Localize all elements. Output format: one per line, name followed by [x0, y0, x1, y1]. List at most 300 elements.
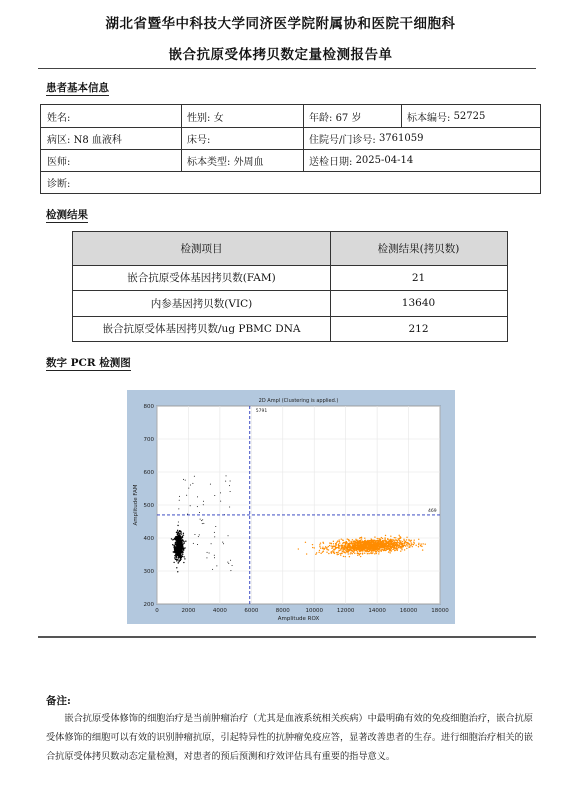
vic-positive-droplet — [346, 548, 347, 549]
vic-positive-droplet — [360, 543, 361, 544]
vic-positive-droplet — [343, 548, 344, 549]
vic-positive-droplet — [389, 539, 390, 540]
vic-positive-droplet — [350, 553, 351, 554]
vic-positive-droplet — [368, 553, 369, 554]
vic-positive-droplet — [394, 545, 395, 546]
negative-droplet — [197, 496, 198, 497]
negative-droplet — [177, 525, 178, 526]
vic-positive-droplet — [350, 552, 351, 553]
vic-positive-droplet — [351, 550, 352, 551]
vic-positive-droplet — [349, 546, 350, 547]
negative-droplet — [230, 481, 231, 482]
y-tick-label: 800 — [143, 404, 154, 410]
negative-droplet — [174, 557, 175, 558]
negative-droplet — [178, 539, 179, 540]
doctor-cell: 医师: — [47, 156, 71, 168]
vic-positive-droplet — [396, 547, 397, 548]
vic-positive-droplet — [381, 537, 382, 538]
negative-droplet — [174, 550, 175, 551]
vic-positive-droplet — [314, 547, 315, 548]
vic-positive-droplet — [326, 548, 327, 549]
vic-positive-droplet — [357, 543, 358, 544]
vic-positive-droplet — [342, 539, 343, 540]
x-tick-label: 10000 — [305, 608, 323, 614]
vic-positive-droplet — [320, 542, 321, 543]
vic-positive-droplet — [420, 543, 421, 544]
vic-positive-droplet — [331, 545, 332, 546]
result-item: 内参基因拷贝数(VIC) — [150, 297, 253, 310]
negative-droplet — [178, 555, 179, 556]
vic-positive-droplet — [367, 547, 368, 548]
vic-positive-droplet — [373, 550, 374, 551]
vic-positive-droplet — [406, 548, 407, 549]
vic-positive-droplet — [366, 550, 367, 551]
negative-droplet — [176, 553, 177, 554]
results-header-value: 检测结果(拷贝数) — [377, 243, 460, 255]
vic-positive-droplet — [386, 542, 387, 543]
vic-positive-droplet — [335, 543, 336, 544]
vic-positive-droplet — [360, 556, 361, 557]
negative-droplet — [174, 545, 175, 546]
vic-positive-droplet — [338, 544, 339, 545]
negative-droplet — [201, 520, 202, 521]
vic-positive-droplet — [378, 540, 379, 541]
result-value: 21 — [411, 271, 426, 284]
vic-positive-droplet — [389, 549, 390, 550]
vic-positive-droplet — [352, 539, 353, 540]
gender-cell: 性别: 女 — [187, 112, 224, 124]
negative-droplet — [190, 505, 191, 506]
negative-droplet — [211, 543, 212, 544]
vic-positive-droplet — [298, 548, 299, 549]
vic-positive-droplet — [394, 537, 395, 538]
vic-positive-droplet — [368, 548, 369, 549]
negative-droplet — [220, 501, 221, 502]
negative-droplet — [220, 492, 221, 493]
vic-positive-droplet — [420, 545, 421, 546]
vic-positive-droplet — [389, 552, 390, 553]
chart-title: 2D Ampl (Clustering is applied.) — [258, 398, 339, 404]
y-tick-label: 600 — [143, 470, 154, 476]
vic-positive-droplet — [381, 545, 382, 546]
vic-positive-droplet — [357, 541, 358, 542]
vic-positive-droplet — [422, 549, 423, 550]
vic-positive-droplet — [340, 548, 341, 549]
vic-positive-droplet — [396, 544, 397, 545]
y-threshold-label: 469 — [428, 508, 437, 514]
result-item: 嵌合抗原受体基因拷贝数(FAM) — [127, 272, 276, 284]
vic-positive-droplet — [407, 545, 408, 546]
negative-droplet — [185, 480, 186, 481]
pcr-scatter-chart — [127, 390, 455, 624]
vic-positive-droplet — [390, 550, 391, 551]
vic-positive-droplet — [399, 536, 400, 537]
x-tick-label: 6000 — [244, 608, 259, 614]
negative-droplet — [228, 535, 229, 536]
vic-positive-droplet — [353, 547, 354, 548]
negative-droplet — [175, 536, 176, 537]
vic-positive-droplet — [322, 547, 323, 548]
hospital-title: 湖北省暨华中科技大学同济医学院附属协和医院干细胞科 — [105, 16, 456, 32]
vic-positive-droplet — [375, 548, 376, 549]
vic-positive-droplet — [388, 541, 389, 542]
vic-positive-droplet — [319, 546, 320, 547]
vic-positive-droplet — [334, 553, 335, 554]
vic-positive-droplet — [403, 539, 404, 540]
vic-positive-droplet — [355, 548, 356, 549]
x-axis-label: Amplitude ROX — [277, 616, 320, 622]
negative-droplet — [176, 560, 177, 561]
vic-positive-droplet — [343, 556, 344, 557]
negative-droplet — [171, 538, 172, 539]
vic-positive-droplet — [406, 544, 407, 545]
negative-droplet — [183, 550, 184, 551]
vic-positive-droplet — [318, 552, 319, 553]
vic-positive-droplet — [413, 542, 414, 543]
vic-positive-droplet — [328, 546, 329, 547]
negative-droplet — [175, 556, 176, 557]
vic-positive-droplet — [333, 543, 334, 544]
negative-droplet — [200, 519, 201, 520]
vic-positive-droplet — [374, 553, 375, 554]
vic-positive-droplet — [388, 548, 389, 549]
negative-droplet — [175, 539, 176, 540]
vic-positive-droplet — [360, 540, 361, 541]
vic-positive-droplet — [356, 549, 357, 550]
negative-droplet — [199, 512, 200, 513]
vic-positive-droplet — [370, 540, 371, 541]
header-divider — [38, 68, 536, 69]
vic-positive-droplet — [376, 553, 377, 554]
negative-droplet — [215, 526, 216, 527]
vic-positive-droplet — [323, 542, 324, 543]
vic-positive-droplet — [345, 556, 346, 557]
vic-positive-droplet — [331, 548, 332, 549]
vic-positive-droplet — [399, 546, 400, 547]
vic-positive-droplet — [411, 544, 412, 545]
vic-positive-droplet — [399, 540, 400, 541]
negative-droplet — [202, 519, 203, 520]
vic-positive-droplet — [394, 548, 395, 549]
vic-positive-droplet — [344, 542, 345, 543]
y-axis-label: Amplitude FAM — [133, 484, 139, 526]
vic-positive-droplet — [381, 541, 382, 542]
vic-positive-droplet — [319, 544, 320, 545]
negative-droplet — [179, 544, 180, 545]
vic-positive-droplet — [418, 543, 419, 544]
vic-positive-droplet — [364, 547, 365, 548]
negative-droplet — [175, 542, 176, 543]
vic-positive-droplet — [358, 541, 359, 542]
negative-droplet — [230, 491, 231, 492]
vic-positive-droplet — [372, 548, 373, 549]
negative-droplet — [182, 554, 183, 555]
negative-droplet — [183, 562, 184, 563]
vic-positive-droplet — [378, 553, 379, 554]
vic-positive-droplet — [395, 539, 396, 540]
negative-droplet — [185, 540, 186, 541]
negative-droplet — [223, 543, 224, 544]
negative-droplet — [186, 495, 187, 496]
result-value: 13640 — [401, 297, 436, 309]
negative-droplet — [179, 553, 180, 554]
negative-droplet — [178, 561, 179, 562]
vic-positive-droplet — [377, 545, 378, 546]
vic-positive-droplet — [379, 546, 380, 547]
vic-positive-droplet — [357, 555, 358, 556]
negative-droplet — [192, 483, 193, 484]
patient-section-title: 患者基本信息 — [46, 82, 109, 94]
vic-positive-droplet — [398, 539, 399, 540]
negative-droplet — [176, 531, 177, 532]
vic-positive-droplet — [374, 545, 375, 546]
vic-positive-droplet — [367, 553, 368, 554]
negative-droplet — [181, 537, 182, 538]
vic-positive-droplet — [338, 551, 339, 552]
vic-positive-droplet — [364, 538, 365, 539]
bed-cell: 床号: — [187, 134, 211, 146]
negative-droplet — [174, 548, 175, 549]
vic-positive-droplet — [333, 551, 334, 552]
vic-positive-droplet — [372, 544, 373, 545]
negative-droplet — [216, 565, 217, 566]
vic-positive-droplet — [388, 543, 389, 544]
vic-positive-droplet — [401, 549, 402, 550]
vic-positive-droplet — [365, 550, 366, 551]
vic-positive-droplet — [335, 544, 336, 545]
vic-positive-droplet — [329, 545, 330, 546]
vic-positive-droplet — [339, 553, 340, 554]
vic-positive-droplet — [337, 541, 338, 542]
vic-positive-droplet — [408, 547, 409, 548]
vic-positive-droplet — [364, 545, 365, 546]
vic-positive-droplet — [357, 548, 358, 549]
vic-positive-droplet — [347, 538, 348, 539]
negative-droplet — [214, 495, 215, 496]
vic-positive-droplet — [393, 542, 394, 543]
vic-positive-droplet — [355, 539, 356, 540]
vic-positive-droplet — [398, 545, 399, 546]
negative-droplet — [214, 532, 215, 533]
sample-type-cell: 标本类型: 外周血 — [187, 156, 264, 168]
negative-droplet — [177, 538, 178, 539]
negative-droplet — [179, 535, 180, 536]
vic-positive-droplet — [383, 550, 384, 551]
negative-droplet — [183, 479, 184, 480]
vic-positive-droplet — [385, 545, 386, 546]
x-tick-label: 0 — [155, 608, 159, 614]
negative-droplet — [228, 563, 229, 564]
negative-droplet — [182, 548, 183, 549]
vic-positive-droplet — [401, 543, 402, 544]
vic-positive-droplet — [365, 546, 366, 547]
negative-droplet — [172, 544, 173, 545]
negative-droplet — [176, 567, 177, 568]
negative-droplet — [175, 559, 176, 560]
vic-positive-droplet — [383, 542, 384, 543]
vic-positive-droplet — [336, 552, 337, 553]
vic-positive-droplet — [385, 535, 386, 536]
vic-positive-droplet — [371, 550, 372, 551]
vic-positive-droplet — [319, 550, 320, 551]
vic-positive-droplet — [315, 554, 316, 555]
vic-positive-droplet — [400, 550, 401, 551]
vic-positive-droplet — [325, 546, 326, 547]
vic-positive-droplet — [394, 540, 395, 541]
negative-droplet — [177, 534, 178, 535]
vic-positive-droplet — [341, 545, 342, 546]
negative-droplet — [179, 496, 180, 497]
vic-positive-droplet — [361, 542, 362, 543]
vic-positive-droplet — [415, 545, 416, 546]
vic-positive-droplet — [378, 538, 379, 539]
negative-droplet — [179, 540, 180, 541]
admission-cell: 住院号/门诊号: 3761059 — [309, 132, 424, 146]
vic-positive-droplet — [370, 550, 371, 551]
x-tick-label: 8000 — [275, 608, 290, 614]
vic-positive-droplet — [388, 551, 389, 552]
vic-positive-droplet — [349, 540, 350, 541]
negative-droplet — [178, 560, 179, 561]
vic-positive-droplet — [329, 542, 330, 543]
negative-droplet — [229, 485, 230, 486]
vic-positive-droplet — [390, 547, 391, 548]
negative-droplet — [183, 556, 184, 557]
vic-positive-droplet — [305, 542, 306, 543]
notes-title: 备注: — [46, 695, 71, 707]
vic-positive-droplet — [382, 538, 383, 539]
negative-droplet — [178, 543, 179, 544]
negative-droplet — [188, 488, 189, 489]
x-tick-label: 18000 — [431, 608, 449, 614]
negative-droplet — [180, 560, 181, 561]
vic-positive-droplet — [404, 545, 405, 546]
y-tick-label: 700 — [143, 437, 154, 443]
vic-positive-droplet — [371, 545, 372, 546]
vic-positive-droplet — [346, 541, 347, 542]
negative-droplet — [190, 484, 191, 485]
age-cell: 年龄: 67 岁 — [309, 112, 362, 124]
vic-positive-droplet — [349, 543, 350, 544]
negative-droplet — [179, 551, 180, 552]
negative-droplet — [178, 508, 179, 509]
vic-positive-droplet — [380, 538, 381, 539]
vic-positive-droplet — [368, 543, 369, 544]
vic-positive-droplet — [369, 544, 370, 545]
vic-positive-droplet — [381, 550, 382, 551]
vic-positive-droplet — [375, 547, 376, 548]
vic-positive-droplet — [374, 540, 375, 541]
vic-positive-droplet — [387, 538, 388, 539]
negative-droplet — [187, 514, 188, 515]
ward-cell: 病区: N8 血液科 — [47, 134, 122, 146]
vic-positive-droplet — [354, 542, 355, 543]
result-item: 嵌合抗原受体基因拷贝数/ug PBMC DNA — [102, 323, 301, 335]
negative-droplet — [197, 506, 198, 507]
vic-positive-droplet — [333, 546, 334, 547]
vic-positive-droplet — [345, 552, 346, 553]
vic-positive-droplet — [344, 545, 345, 546]
negative-droplet — [194, 534, 195, 535]
negative-droplet — [203, 523, 204, 524]
vic-positive-droplet — [398, 535, 399, 536]
vic-positive-droplet — [316, 552, 317, 553]
vic-positive-droplet — [341, 553, 342, 554]
vic-positive-droplet — [392, 539, 393, 540]
results-table — [72, 231, 508, 342]
vic-positive-droplet — [349, 556, 350, 557]
negative-droplet — [181, 550, 182, 551]
vic-positive-droplet — [363, 543, 364, 544]
negative-droplet — [172, 539, 173, 540]
x-tick-label: 2000 — [181, 608, 196, 614]
vic-positive-droplet — [348, 539, 349, 540]
vic-positive-droplet — [384, 544, 385, 545]
vic-positive-droplet — [350, 543, 351, 544]
y-tick-label: 400 — [143, 536, 154, 542]
vic-positive-droplet — [342, 550, 343, 551]
negative-droplet — [184, 547, 185, 548]
vic-positive-droplet — [371, 553, 372, 554]
vic-positive-droplet — [372, 552, 373, 553]
negative-droplet — [225, 481, 226, 482]
x-tick-label: 12000 — [336, 608, 355, 614]
vic-positive-droplet — [408, 540, 409, 541]
vic-positive-droplet — [370, 545, 371, 546]
negative-droplet — [178, 521, 179, 522]
negative-droplet — [194, 476, 195, 477]
notes-text: 嵌合抗原受体修饰的细胞治疗是当前肿瘤治疗（尤其是血液系统相关疾病）中最明确有效的免疫细胞治疗，嵌合抗原受体修饰的细胞可以有效的识别肿瘤抗原，引起特异性的抗肿瘤免疫应答，显著改善患者的生存。进行细胞治疗相关的嵌合抗原受体拷贝数动态定量检测，对患者的预后预测和疗效评估具有重要的指导意义。 — [46, 713, 533, 762]
sample-no-cell: 标本编号: 52725 — [407, 110, 486, 124]
negative-droplet — [203, 504, 204, 505]
vic-positive-droplet — [391, 542, 392, 543]
vic-positive-droplet — [383, 546, 384, 547]
negative-droplet — [222, 542, 223, 543]
vic-positive-droplet — [369, 540, 370, 541]
pcr-section-title: 数字 PCR 检测图 — [46, 357, 131, 369]
vic-positive-droplet — [390, 544, 391, 545]
negative-droplet — [227, 562, 228, 563]
vic-positive-droplet — [358, 544, 359, 545]
vic-positive-droplet — [364, 542, 365, 543]
vic-positive-droplet — [397, 548, 398, 549]
vic-positive-droplet — [339, 541, 340, 542]
vic-positive-droplet — [404, 542, 405, 543]
vic-positive-droplet — [402, 541, 403, 542]
vic-positive-droplet — [409, 545, 410, 546]
vic-positive-droplet — [352, 545, 353, 546]
x-tick-label: 4000 — [212, 608, 227, 614]
y-tick-label: 200 — [143, 602, 154, 608]
negative-droplet — [179, 545, 180, 546]
vic-positive-droplet — [392, 549, 393, 550]
vic-positive-droplet — [360, 548, 361, 549]
negative-droplet — [177, 571, 178, 572]
negative-droplet — [182, 540, 183, 541]
vic-positive-droplet — [360, 545, 361, 546]
negative-droplet — [232, 565, 233, 566]
vic-positive-droplet — [363, 549, 364, 550]
negative-droplet — [176, 545, 177, 546]
vic-positive-droplet — [312, 544, 313, 545]
vic-positive-droplet — [390, 536, 391, 537]
vic-positive-droplet — [350, 549, 351, 550]
vic-positive-droplet — [408, 543, 409, 544]
negative-droplet — [181, 555, 182, 556]
negative-droplet — [214, 536, 215, 537]
vic-positive-droplet — [400, 547, 401, 548]
vic-positive-droplet — [395, 537, 396, 538]
